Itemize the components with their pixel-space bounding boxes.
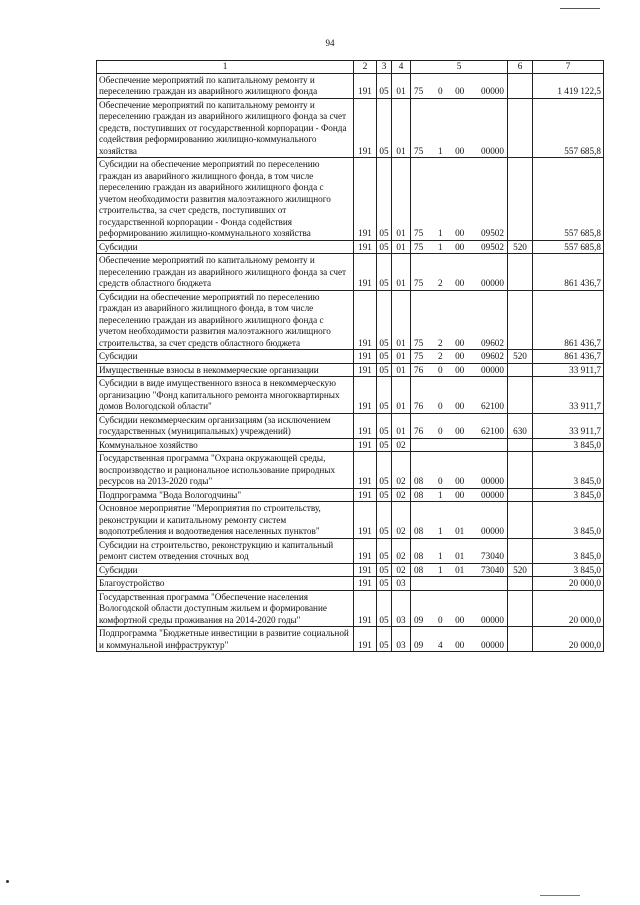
csr-part: 75 bbox=[414, 351, 424, 361]
csr-code-parts bbox=[411, 338, 507, 350]
csr-part: 00000 bbox=[481, 489, 504, 500]
col-4-code: 02 bbox=[392, 538, 411, 563]
table-row bbox=[97, 290, 604, 350]
csr-code-parts bbox=[411, 490, 507, 502]
csr-part: 75 bbox=[414, 86, 424, 96]
csr-code-parts bbox=[411, 551, 507, 563]
csr-part: 00 bbox=[455, 351, 465, 361]
csr-code bbox=[411, 590, 508, 627]
col-4-code: 01 bbox=[392, 290, 411, 350]
col-4-code: 01 bbox=[392, 240, 411, 254]
col-4-code: 02 bbox=[392, 488, 411, 502]
csr-part: 00 bbox=[455, 401, 465, 411]
row-name: Имущественные взносы в некоммерческие организации bbox=[97, 363, 354, 377]
col-6-code bbox=[508, 452, 533, 489]
csr-code-parts bbox=[411, 526, 507, 538]
csr-part: 00 bbox=[455, 86, 465, 96]
col-3-code: 05 bbox=[377, 502, 392, 539]
col-4-code: 02 bbox=[392, 563, 411, 577]
table-row bbox=[97, 590, 604, 627]
col-3-code: 05 bbox=[377, 563, 392, 577]
csr-part: 00 bbox=[455, 476, 465, 486]
csr-code bbox=[411, 73, 508, 98]
csr-part: 62100 bbox=[481, 401, 504, 411]
col-2-code: 191 bbox=[354, 240, 377, 254]
col-6-code: 520 bbox=[508, 240, 533, 254]
csr-part: 2 bbox=[438, 351, 443, 361]
col-3-code: 05 bbox=[377, 254, 392, 291]
amount: 33 911,7 bbox=[533, 413, 604, 438]
csr-part: 75 bbox=[414, 145, 424, 156]
col-2-code: 191 bbox=[354, 488, 377, 502]
col-3-code: 05 bbox=[377, 73, 392, 98]
row-name: Субсидии на обеспечение мероприятий по переселению граждан из аварийного жилищного фонда, в том числе переселению граждан из аварийного жилищного фонда с учетом необходимости развития малоэтажного жилищного строительства, за счет средств областного бюджета bbox=[97, 290, 354, 350]
csr-part: 01 bbox=[455, 551, 465, 561]
budget-table bbox=[96, 60, 604, 652]
csr-code-parts bbox=[411, 615, 507, 627]
csr-part: 00 bbox=[455, 614, 465, 625]
col-3-code: 05 bbox=[377, 538, 392, 563]
col-6-code bbox=[508, 502, 533, 539]
col-6-code bbox=[508, 73, 533, 98]
csr-part: 08 bbox=[414, 489, 424, 500]
col-4-code: 01 bbox=[392, 413, 411, 438]
row-name: Подпрограмма "Бюджетные инвестиции в развитие социальной и коммунальной инфраструктур" bbox=[97, 627, 354, 652]
table-row bbox=[97, 452, 604, 489]
col-6-code bbox=[508, 158, 533, 241]
csr-code-parts bbox=[411, 146, 507, 158]
col-2-code: 191 bbox=[354, 590, 377, 627]
amount: 861 436,7 bbox=[533, 290, 604, 350]
csr-part: 1 bbox=[438, 564, 443, 575]
col-2-code: 191 bbox=[354, 254, 377, 291]
csr-code bbox=[411, 627, 508, 652]
csr-part: 00000 bbox=[481, 86, 504, 96]
csr-part: 1 bbox=[438, 526, 443, 536]
col-2-code: 191 bbox=[354, 363, 377, 377]
col-6-code bbox=[508, 577, 533, 591]
csr-code-parts bbox=[411, 86, 507, 98]
col-3-code: 05 bbox=[377, 240, 392, 254]
col-4-code: 03 bbox=[392, 577, 411, 591]
col-3-code: 05 bbox=[377, 488, 392, 502]
row-name: Субсидии bbox=[97, 350, 354, 364]
table-row bbox=[97, 73, 604, 98]
amount: 557 685,8 bbox=[533, 98, 604, 158]
top-edge-mark bbox=[560, 8, 600, 9]
row-name: Субсидии bbox=[97, 240, 354, 254]
col-3-code: 05 bbox=[377, 290, 392, 350]
csr-part: 0 bbox=[438, 401, 443, 411]
row-name: Субсидии на обеспечение мероприятий по переселению граждан из аварийного жилищного фонда, в том числе переселению граждан из аварийного жилищного фонда с учетом необходимости развития малоэтажного жилищного строительства, за счет средств, поступивших от государственной корпорации - Фонда содействия реформированию жилищно-коммунального хозяйства bbox=[97, 158, 354, 241]
row-name: Субсидии bbox=[97, 563, 354, 577]
csr-part: 00 bbox=[455, 278, 465, 288]
csr-part: 1 bbox=[438, 551, 443, 561]
col-2-code: 191 bbox=[354, 158, 377, 241]
header-col-2: 2 bbox=[354, 61, 377, 74]
csr-part: 2 bbox=[438, 278, 443, 288]
csr-part: 1 bbox=[438, 145, 443, 156]
col-2-code: 191 bbox=[354, 290, 377, 350]
csr-part: 0 bbox=[438, 614, 443, 625]
col-3-code: 05 bbox=[377, 413, 392, 438]
col-2-code: 191 bbox=[354, 627, 377, 652]
csr-code bbox=[411, 363, 508, 377]
col-6-code bbox=[508, 254, 533, 291]
csr-part: 00 bbox=[455, 489, 465, 500]
col-4-code: 01 bbox=[392, 73, 411, 98]
csr-part: 00 bbox=[455, 145, 465, 156]
col-4-code: 01 bbox=[392, 98, 411, 158]
csr-part: 73040 bbox=[481, 551, 504, 561]
csr-code bbox=[411, 538, 508, 563]
csr-part: 75 bbox=[414, 278, 424, 288]
row-name: Основное мероприятие "Мероприятия по строительству, реконструкции и капитальному ремонту систем водопотребления и водоотведения населенных пунктов" bbox=[97, 502, 354, 539]
csr-part: 00 bbox=[455, 639, 465, 650]
col-6-code bbox=[508, 538, 533, 563]
row-name: Субсидии в виде имущественного взноса в некоммерческую организацию "Фонд капитального ремонта многоквартирных домов Вологодской области" bbox=[97, 377, 354, 414]
row-name: Государственная программа "Обеспечение населения Вологодской области доступным жильем и формирование комфортной среды проживания на 2014-2020 годы" bbox=[97, 590, 354, 627]
table-row bbox=[97, 577, 604, 591]
amount: 3 845,0 bbox=[533, 488, 604, 502]
table-row bbox=[97, 538, 604, 563]
csr-part: 73040 bbox=[481, 564, 504, 575]
col-6-code bbox=[508, 98, 533, 158]
csr-part: 00000 bbox=[481, 278, 504, 288]
col-3-code: 05 bbox=[377, 363, 392, 377]
col-4-code: 03 bbox=[392, 627, 411, 652]
col-2-code: 191 bbox=[354, 73, 377, 98]
col-2-code: 191 bbox=[354, 438, 377, 452]
amount: 20 000,0 bbox=[533, 627, 604, 652]
col-3-code: 05 bbox=[377, 377, 392, 414]
col-6-code bbox=[508, 488, 533, 502]
csr-code bbox=[411, 290, 508, 350]
table-row bbox=[97, 627, 604, 652]
header-col-7: 7 bbox=[533, 61, 604, 74]
csr-part: 09 bbox=[414, 639, 424, 650]
row-name: Обеспечение мероприятий по капитальному ремонту и переселению граждан из аварийного жилищного фонда за счет средств областного бюджета bbox=[97, 254, 354, 291]
csr-part: 1 bbox=[438, 228, 443, 238]
csr-code-parts bbox=[411, 640, 507, 652]
table-row bbox=[97, 377, 604, 414]
header-col-6: 6 bbox=[508, 61, 533, 74]
csr-code bbox=[411, 413, 508, 438]
csr-part: 00000 bbox=[481, 145, 504, 156]
csr-part: 09 bbox=[414, 614, 424, 625]
csr-part: 08 bbox=[414, 564, 424, 575]
csr-part: 00 bbox=[455, 364, 465, 375]
csr-part: 00 bbox=[455, 241, 465, 252]
csr-code bbox=[411, 350, 508, 364]
table-row bbox=[97, 254, 604, 291]
csr-part: 0 bbox=[438, 364, 443, 375]
col-6-code: 520 bbox=[508, 350, 533, 364]
col-3-code: 05 bbox=[377, 350, 392, 364]
table-row bbox=[97, 488, 604, 502]
amount: 33 911,7 bbox=[533, 363, 604, 377]
csr-part: 09502 bbox=[481, 241, 504, 252]
header-col-4: 4 bbox=[392, 61, 411, 74]
row-name: Благоустройство bbox=[97, 577, 354, 591]
amount: 861 436,7 bbox=[533, 350, 604, 364]
csr-part: 00 bbox=[455, 228, 465, 238]
col-3-code: 05 bbox=[377, 577, 392, 591]
csr-part: 08 bbox=[414, 526, 424, 536]
bottom-edge-mark bbox=[540, 895, 580, 896]
row-name: Субсидии на строительство, реконструкцию и капитальный ремонт систем отведения сточных вод bbox=[97, 538, 354, 563]
col-3-code: 05 bbox=[377, 590, 392, 627]
amount: 1 419 122,5 bbox=[533, 73, 604, 98]
csr-part: 00000 bbox=[481, 364, 504, 375]
csr-part: 0 bbox=[438, 476, 443, 486]
col-6-code bbox=[508, 627, 533, 652]
row-name: Субсидии некоммерческим организациям (за исключением государственных (муниципальных) учреждений) bbox=[97, 413, 354, 438]
csr-code-parts bbox=[411, 242, 507, 254]
amount: 3 845,0 bbox=[533, 502, 604, 539]
col-6-code bbox=[508, 590, 533, 627]
csr-part: 0 bbox=[438, 86, 443, 96]
col-2-code: 191 bbox=[354, 98, 377, 158]
csr-code bbox=[411, 240, 508, 254]
table-row bbox=[97, 502, 604, 539]
table-row bbox=[97, 350, 604, 364]
col-2-code: 191 bbox=[354, 350, 377, 364]
col-3-code: 05 bbox=[377, 452, 392, 489]
header-row bbox=[97, 61, 604, 74]
col-6-code bbox=[508, 377, 533, 414]
amount: 20 000,0 bbox=[533, 577, 604, 591]
table-row bbox=[97, 158, 604, 241]
csr-code-parts bbox=[411, 228, 507, 240]
col-2-code: 191 bbox=[354, 452, 377, 489]
amount: 3 845,0 bbox=[533, 452, 604, 489]
csr-code-parts bbox=[411, 426, 507, 438]
amount: 20 000,0 bbox=[533, 590, 604, 627]
header-col-3: 3 bbox=[377, 61, 392, 74]
col-4-code: 02 bbox=[392, 438, 411, 452]
table-row bbox=[97, 240, 604, 254]
csr-code bbox=[411, 563, 508, 577]
csr-code-parts bbox=[411, 351, 507, 363]
amount: 3 845,0 bbox=[533, 538, 604, 563]
col-2-code: 191 bbox=[354, 538, 377, 563]
csr-part: 00000 bbox=[481, 614, 504, 625]
csr-part: 1 bbox=[438, 241, 443, 252]
col-2-code: 191 bbox=[354, 502, 377, 539]
csr-code bbox=[411, 158, 508, 241]
csr-part: 76 bbox=[414, 401, 424, 411]
col-3-code: 05 bbox=[377, 158, 392, 241]
table-row bbox=[97, 413, 604, 438]
csr-part: 0 bbox=[438, 426, 443, 436]
col-2-code: 191 bbox=[354, 563, 377, 577]
csr-part: 4 bbox=[438, 639, 443, 650]
csr-code bbox=[411, 254, 508, 291]
csr-code bbox=[411, 438, 508, 452]
csr-code bbox=[411, 502, 508, 539]
csr-part: 00 bbox=[455, 337, 465, 348]
col-6-code: 520 bbox=[508, 563, 533, 577]
csr-part: 75 bbox=[414, 241, 424, 252]
csr-part: 09602 bbox=[481, 351, 504, 361]
col-3-code: 05 bbox=[377, 438, 392, 452]
csr-code bbox=[411, 377, 508, 414]
csr-part: 09502 bbox=[481, 228, 504, 238]
csr-code-parts bbox=[411, 401, 507, 413]
col-3-code: 05 bbox=[377, 98, 392, 158]
row-name: Государственная программа "Охрана окружающей среды, воспроизводство и рациональное использование природных ресурсов на 2013-2020 годы" bbox=[97, 452, 354, 489]
col-4-code: 01 bbox=[392, 158, 411, 241]
col-6-code: 630 bbox=[508, 413, 533, 438]
col-3-code: 05 bbox=[377, 627, 392, 652]
scan-speck bbox=[6, 880, 9, 883]
row-name: Подпрограмма "Вода Вологодчины" bbox=[97, 488, 354, 502]
col-4-code: 03 bbox=[392, 590, 411, 627]
col-4-code: 01 bbox=[392, 377, 411, 414]
col-4-code: 01 bbox=[392, 254, 411, 291]
amount: 3 845,0 bbox=[533, 563, 604, 577]
col-4-code: 02 bbox=[392, 502, 411, 539]
table-row bbox=[97, 563, 604, 577]
csr-code-parts bbox=[411, 365, 507, 377]
csr-code-parts bbox=[411, 278, 507, 290]
amount: 861 436,7 bbox=[533, 254, 604, 291]
row-name: Обеспечение мероприятий по капитальному ремонту и переселению граждан из аварийного жилищного фонда за счет средств, поступивших от государственной корпорации - Фонда содействия реформированию жилищно-коммунального хозяйства bbox=[97, 98, 354, 158]
csr-part: 75 bbox=[414, 228, 424, 238]
csr-part: 00000 bbox=[481, 526, 504, 536]
page-number: 94 bbox=[325, 38, 335, 48]
amount: 3 845,0 bbox=[533, 438, 604, 452]
col-2-code: 191 bbox=[354, 577, 377, 591]
csr-code-parts bbox=[411, 476, 507, 488]
csr-part: 1 bbox=[438, 489, 443, 500]
csr-part: 62100 bbox=[481, 426, 504, 436]
col-2-code: 191 bbox=[354, 413, 377, 438]
csr-part: 00000 bbox=[481, 476, 504, 486]
csr-part: 08 bbox=[414, 551, 424, 561]
row-name: Обеспечение мероприятий по капитальному ремонту и переселению граждан из аварийного жилищного фонда bbox=[97, 73, 354, 98]
col-2-code: 191 bbox=[354, 377, 377, 414]
csr-part: 01 bbox=[455, 564, 465, 575]
csr-part: 00000 bbox=[481, 639, 504, 650]
header-col-1: 1 bbox=[97, 61, 354, 74]
csr-part: 76 bbox=[414, 426, 424, 436]
col-6-code bbox=[508, 363, 533, 377]
col-4-code: 01 bbox=[392, 350, 411, 364]
csr-code bbox=[411, 452, 508, 489]
csr-code-parts bbox=[411, 565, 507, 577]
csr-part: 08 bbox=[414, 476, 424, 486]
amount: 33 911,7 bbox=[533, 377, 604, 414]
table-row bbox=[97, 363, 604, 377]
table-row bbox=[97, 438, 604, 452]
csr-code bbox=[411, 577, 508, 591]
header-col-5: 5 bbox=[411, 61, 508, 74]
csr-part: 76 bbox=[414, 364, 424, 375]
csr-part: 01 bbox=[455, 526, 465, 536]
col-4-code: 02 bbox=[392, 452, 411, 489]
table-row bbox=[97, 98, 604, 158]
col-4-code: 01 bbox=[392, 363, 411, 377]
csr-part: 2 bbox=[438, 337, 443, 348]
amount: 557 685,8 bbox=[533, 240, 604, 254]
csr-part: 09602 bbox=[481, 337, 504, 348]
csr-code bbox=[411, 488, 508, 502]
col-6-code bbox=[508, 290, 533, 350]
csr-part: 75 bbox=[414, 337, 424, 348]
col-6-code bbox=[508, 438, 533, 452]
amount: 557 685,8 bbox=[533, 158, 604, 241]
csr-part: 00 bbox=[455, 426, 465, 436]
table-body bbox=[97, 73, 604, 652]
row-name: Коммунальное хозяйство bbox=[97, 438, 354, 452]
csr-code bbox=[411, 98, 508, 158]
